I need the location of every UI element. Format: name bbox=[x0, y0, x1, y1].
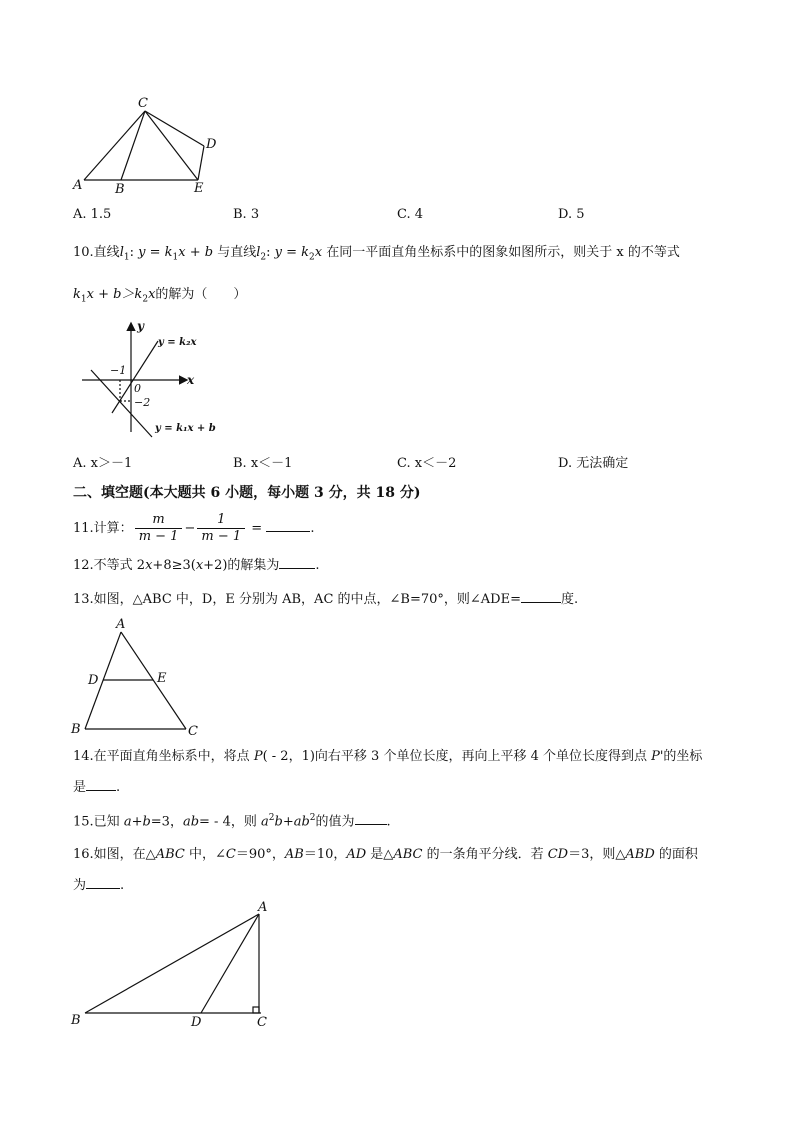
q16-cd: CD bbox=[547, 847, 569, 862]
q10-l2-rest: x bbox=[314, 245, 323, 260]
q14-text-c: '的坐标 bbox=[659, 749, 703, 764]
q16-label-b: B bbox=[71, 1013, 81, 1028]
q13-text-a: 13.如图，△ABC 中，D，E 分别为 AB，AC 的中点，∠B=70°，则∠ADE= bbox=[73, 592, 521, 607]
q15-expr1: a+b bbox=[123, 814, 151, 830]
q15-end: . bbox=[386, 814, 391, 830]
q10-l1: l bbox=[119, 245, 124, 260]
q13-label-d: D bbox=[88, 673, 99, 688]
q16-abc1: ABC bbox=[155, 847, 185, 862]
q9-label-d: D bbox=[206, 137, 217, 152]
q10-y-label: y bbox=[137, 319, 144, 333]
q16-text-e: 是△ bbox=[366, 847, 394, 862]
q10-line-bottom-label: y = k₁x + b bbox=[155, 423, 216, 434]
q11-frac1: $\frac{m}{m - 1}$ bbox=[135, 512, 183, 545]
q10-tick-x-label: −1 bbox=[110, 364, 127, 377]
q13-label-c: C bbox=[188, 724, 198, 739]
q10-ineq-a: k bbox=[73, 287, 81, 302]
q10-tick-y-label: −2 bbox=[134, 396, 151, 409]
q14-line2-a: 是 bbox=[73, 780, 87, 795]
q13-label-b: B bbox=[71, 722, 81, 737]
q14-text-a: 14.在平面直角坐标系中，将点 bbox=[73, 749, 254, 764]
q9-label-c: C bbox=[138, 96, 148, 111]
q11-end: . bbox=[310, 521, 315, 536]
q14-point-p: P bbox=[253, 749, 263, 764]
q10-ineq-b: x + b＞k bbox=[86, 287, 143, 302]
q16-label-a: A bbox=[258, 900, 268, 915]
q16-segment-ad bbox=[201, 914, 259, 1013]
q14-end: . bbox=[116, 780, 121, 795]
q10-option-c[interactable]: C. x＜－2 bbox=[397, 456, 457, 471]
q10-x-label: x bbox=[187, 373, 195, 387]
q16-end: . bbox=[120, 878, 125, 893]
q16-text-d: ＝10， bbox=[303, 847, 347, 862]
q10-l1-def: y = k bbox=[138, 245, 173, 260]
q9-option-c[interactable]: C. 4 bbox=[397, 207, 424, 222]
q10-connector: 与直线 bbox=[217, 245, 257, 260]
q15-text-c: = - 4，则 bbox=[199, 814, 261, 830]
q16-text-a: 16.如图，在△ bbox=[73, 847, 156, 862]
q9-label-a: A bbox=[73, 178, 83, 193]
q12-end: . bbox=[315, 558, 320, 573]
q16-ab: AB bbox=[284, 847, 304, 862]
q9-label-e: E bbox=[194, 181, 204, 196]
q11-minus: − bbox=[184, 521, 196, 536]
q15-expr2: ab bbox=[182, 814, 200, 830]
q16-text-c: ＝90°， bbox=[235, 847, 285, 862]
q15-expr3b: b+ab bbox=[274, 814, 310, 830]
q10-l1-rest: x + b bbox=[178, 245, 214, 260]
q15-expr3a: a bbox=[261, 814, 269, 830]
q9-option-b[interactable]: B. 3 bbox=[233, 207, 260, 222]
q9-label-b: B bbox=[115, 182, 125, 197]
q12-text-a: 12.不等式 2 bbox=[73, 558, 146, 573]
q16-ad: AD bbox=[346, 847, 367, 862]
q9-option-d[interactable]: D. 5 bbox=[558, 207, 585, 222]
q10-ineq-c: x bbox=[148, 287, 156, 302]
q16-abd: ABD bbox=[625, 847, 655, 862]
q12-text-c: +2)的解集为 bbox=[203, 558, 280, 573]
q11-equals: = bbox=[251, 521, 263, 536]
q16-segment-ab bbox=[85, 914, 259, 1013]
q10-option-b[interactable]: B. x＜－1 bbox=[233, 456, 293, 471]
section2-heading: 二、填空题(本大题共 6 小题，每小题 3 分，共 18 分) bbox=[73, 485, 421, 501]
q15-text-a: 15.已知 bbox=[73, 814, 124, 830]
q11-prefix: 11.计算： bbox=[73, 521, 133, 536]
q15-text-d: 的值为 bbox=[315, 814, 355, 830]
q13-label-e: E bbox=[157, 671, 167, 686]
q16-right-angle-mark bbox=[253, 1007, 259, 1013]
q16-label-d: D bbox=[191, 1015, 202, 1030]
q16-label-c: C bbox=[257, 1015, 267, 1030]
q16-line2-a: 为 bbox=[73, 878, 87, 893]
q11-frac2: $\frac{1}{m - 1}$ bbox=[197, 512, 245, 545]
q10-stem-line2: $k_1x + b>k_2x$的解为（ ） bbox=[73, 287, 247, 305]
q14-point-p-prime: P bbox=[651, 749, 660, 764]
q10-line2-tail: 的解为（ ） bbox=[155, 287, 247, 302]
q16-text-f: 的一条角平分线．若 bbox=[422, 847, 548, 862]
q16-angle-c: C bbox=[225, 847, 236, 862]
q10-l2: l bbox=[256, 245, 261, 260]
q15-text-b: =3， bbox=[150, 814, 183, 830]
q14-text-b: ( - 2，1)向右平移 3 个单位长度，再向上平移 4 个单位长度得到点 bbox=[262, 749, 652, 764]
q9-option-a[interactable]: A. 1.5 bbox=[73, 207, 112, 222]
q10-tail: 在同一平面直角坐标系中的图象如图所示，则关于 x 的不等式 bbox=[326, 245, 680, 260]
q10-option-a[interactable]: A. x＞－1 bbox=[73, 456, 133, 471]
q10-origin-label: 0 bbox=[134, 382, 141, 395]
q13-label-a: A bbox=[116, 617, 126, 632]
q12-var1: x bbox=[145, 558, 153, 573]
q13-text-b: 度. bbox=[561, 592, 579, 607]
q12-var2: x bbox=[195, 558, 204, 573]
q12-text-b: +8≥3( bbox=[152, 558, 196, 573]
q16-text-b: 中，∠ bbox=[184, 847, 226, 862]
q16-abc2: ABC bbox=[393, 847, 423, 862]
q16-text-g: ＝3，则△ bbox=[568, 847, 626, 862]
q10-option-d[interactable]: D. 无法确定 bbox=[558, 456, 629, 471]
q15-line: 15.已知 a+b=3，ab= - 4，则 $a^2b+ab^2$的值为 . bbox=[73, 813, 391, 830]
q16-text-h: 的面积 bbox=[654, 847, 698, 862]
q10-line-top-label: y = k₂x bbox=[158, 337, 197, 348]
q10-l2-def: y = k bbox=[274, 245, 310, 260]
q10-prefix: 10.直线 bbox=[73, 245, 120, 260]
q10-stem-line1: 10.直线$l_1$: $y = k_1x + b$ 与直线$l_2$: $y = k_2x$ 在同一平面直角坐标系中的图象如图所示，则关于 x 的不等式 bbox=[73, 245, 680, 263]
